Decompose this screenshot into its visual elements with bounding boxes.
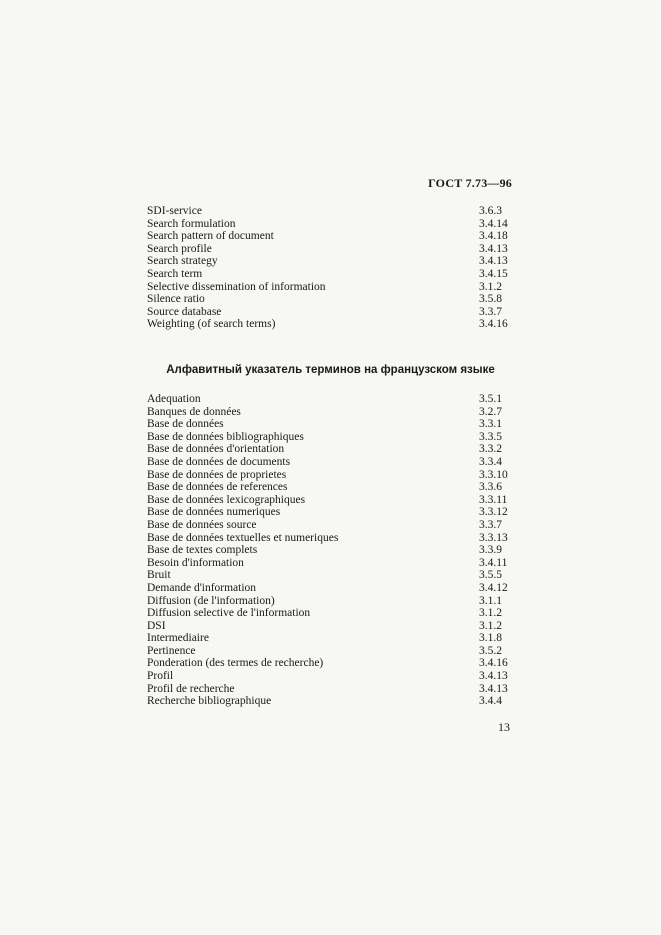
index-reference: 3.5.8: [479, 293, 502, 306]
index-reference: 3.3.4: [479, 455, 502, 468]
index-reference: 3.3.9: [479, 544, 502, 557]
index-reference: 3.3.7: [479, 518, 502, 531]
english-term-index: [147, 205, 517, 331]
index-term: Profil: [147, 670, 174, 683]
index-reference: 3.3.12: [479, 506, 508, 519]
index-entry: [147, 632, 517, 645]
index-entry: [147, 218, 517, 231]
index-term: Base de données de proprietes: [147, 468, 287, 481]
index-term: Search formulation: [147, 217, 236, 230]
index-entry: [147, 406, 517, 419]
index-term: Base de données numeriques: [147, 506, 281, 519]
index-term: Recherche bibliographique: [147, 695, 272, 708]
index-term: Banques de données: [147, 405, 241, 418]
index-entry: [147, 255, 517, 268]
french-index-title: Алфавитный указатель терминов на французском языке: [166, 364, 495, 376]
index-entry: [147, 281, 517, 294]
index-reference: 3.1.2: [479, 619, 502, 632]
index-term: Search term: [147, 267, 203, 280]
index-entry: [147, 607, 517, 620]
index-reference: 3.5.5: [479, 569, 502, 582]
index-reference: 3.3.13: [479, 531, 508, 544]
index-term: Intermediaire: [147, 632, 209, 645]
index-reference: 3.4.13: [479, 682, 508, 695]
index-entry: [147, 469, 517, 482]
index-entry: [147, 506, 517, 519]
index-term: Base de données lexicographiques: [147, 493, 306, 506]
index-entry: [147, 268, 517, 281]
index-reference: 3.3.5: [479, 430, 502, 443]
index-term: Base de textes complets: [147, 544, 258, 557]
index-entry: [147, 683, 517, 696]
index-entry: [147, 569, 517, 582]
index-reference: 3.4.12: [479, 581, 508, 594]
index-reference: 3.4.16: [479, 657, 508, 670]
index-term: Search pattern of document: [147, 230, 274, 243]
index-reference: 3.4.4: [479, 695, 502, 708]
index-entry: [147, 456, 517, 469]
index-entry: [147, 670, 517, 683]
index-term: Weighting (of search terms): [147, 318, 276, 331]
index-entry: [147, 318, 517, 331]
document-header: ГОСТ 7.73—96: [428, 176, 512, 190]
index-reference: 3.4.18: [479, 230, 508, 243]
index-term: Base de données source: [147, 518, 257, 531]
index-reference: 3.6.3: [479, 205, 502, 217]
index-term: Bruit: [147, 569, 171, 582]
index-reference: 3.5.2: [479, 644, 502, 657]
index-term: DSI: [147, 619, 166, 632]
index-term: Demande d'information: [147, 581, 257, 594]
index-reference: 3.1.8: [479, 632, 502, 645]
index-entry: [147, 431, 517, 444]
index-term: Base de données bibliographiques: [147, 430, 304, 443]
index-term: Silence ratio: [147, 293, 205, 306]
french-term-index: [147, 393, 517, 708]
index-reference: 3.3.1: [479, 418, 502, 431]
index-term: Search profile: [147, 242, 212, 255]
index-entry: [147, 532, 517, 545]
index-entry: [147, 243, 517, 256]
index-entry: [147, 230, 517, 243]
index-entry: [147, 620, 517, 633]
index-entry: [147, 657, 517, 670]
index-reference: 3.1.1: [479, 594, 502, 607]
index-reference: 3.5.1: [479, 393, 502, 405]
index-reference: 3.4.11: [479, 556, 508, 569]
index-term: Profil de recherche: [147, 682, 235, 695]
index-term: Source database: [147, 305, 222, 318]
index-entry: [147, 595, 517, 608]
index-entry: [147, 494, 517, 507]
index-entry: [147, 306, 517, 319]
index-entry: [147, 481, 517, 494]
index-term: Besoin d'information: [147, 556, 244, 569]
index-entry: [147, 443, 517, 456]
index-entry: [147, 293, 517, 306]
index-term: Pertinence: [147, 644, 196, 657]
page-number: 13: [498, 720, 510, 734]
index-entry: [147, 393, 517, 406]
index-term: Search strategy: [147, 255, 218, 268]
index-reference: 3.3.2: [479, 443, 502, 456]
index-entry: [147, 582, 517, 595]
index-reference: 3.4.15: [479, 267, 508, 280]
index-term: Adequation: [147, 393, 201, 405]
index-reference: 3.4.13: [479, 670, 508, 683]
index-reference: 3.3.10: [479, 468, 508, 481]
index-entry: [147, 557, 517, 570]
index-term: Base de données d'orientation: [147, 443, 285, 456]
index-term: Diffusion selective de l'information: [147, 607, 311, 620]
index-reference: 3.4.13: [479, 242, 508, 255]
index-term: Base de données de references: [147, 481, 288, 494]
index-reference: 3.1.2: [479, 607, 502, 620]
index-entry: [147, 544, 517, 557]
index-entry: [147, 645, 517, 658]
index-reference: 3.3.11: [479, 493, 508, 506]
index-reference: 3.4.13: [479, 255, 508, 268]
index-term: Selective dissemination of information: [147, 280, 326, 293]
index-entry: [147, 418, 517, 431]
index-reference: 3.1.2: [479, 280, 502, 293]
index-reference: 3.2.7: [479, 405, 502, 418]
index-term: Base de données textuelles et numeriques: [147, 531, 339, 544]
index-term: SDI-service: [147, 205, 202, 217]
index-reference: 3.4.14: [479, 217, 508, 230]
index-reference: 3.3.6: [479, 481, 502, 494]
index-term: Ponderation (des termes de recherche): [147, 657, 324, 670]
index-term: Diffusion (de l'information): [147, 594, 275, 607]
index-term: Base de données de documents: [147, 455, 291, 468]
index-entry: [147, 695, 517, 708]
index-entry: [147, 519, 517, 532]
index-reference: 3.4.16: [479, 318, 508, 331]
index-term: Base de données: [147, 418, 224, 431]
index-reference: 3.3.7: [479, 305, 502, 318]
index-entry: [147, 205, 517, 218]
